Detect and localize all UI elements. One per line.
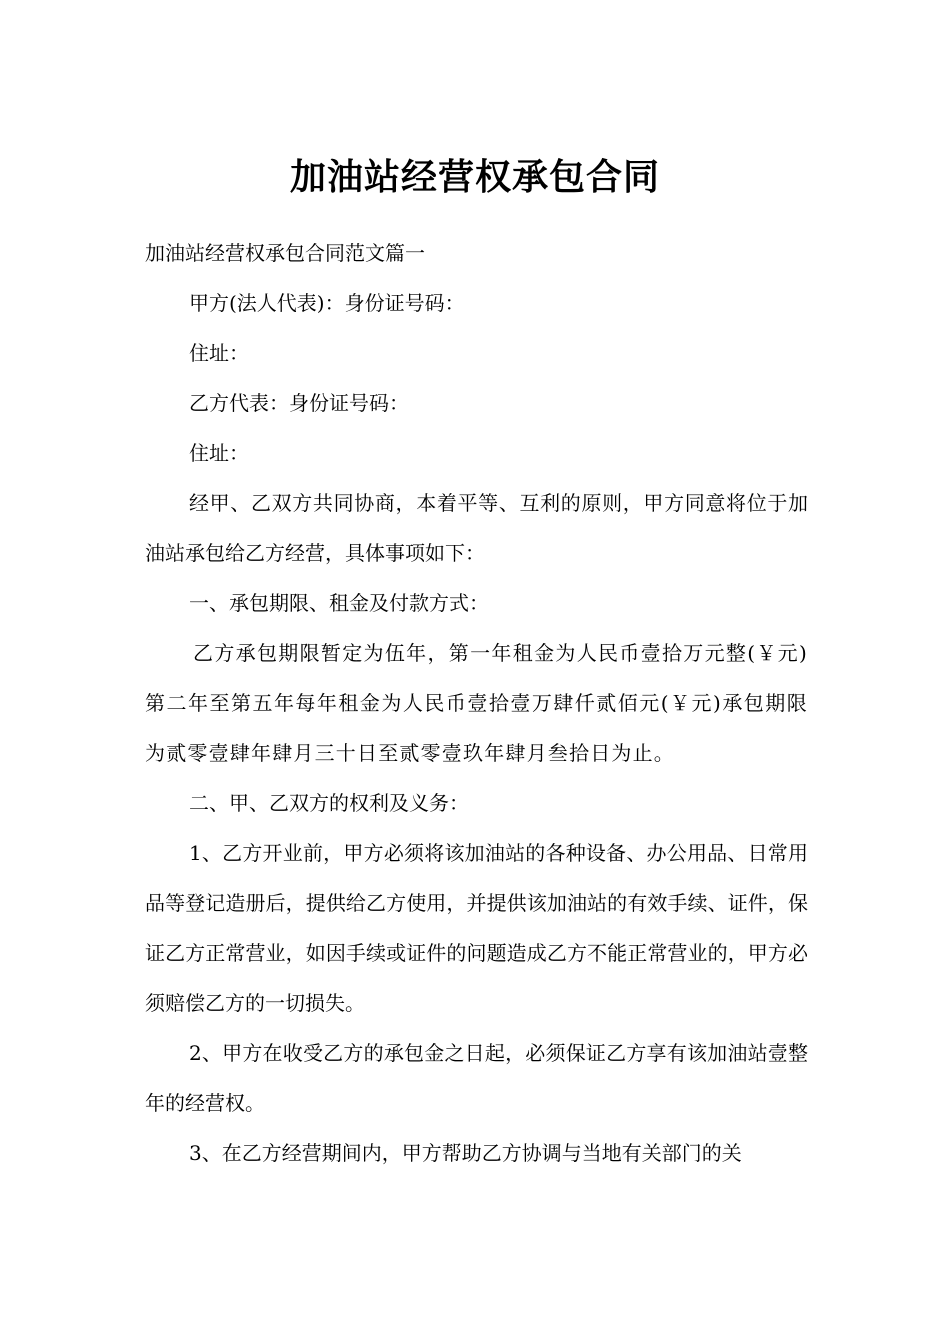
document-subtitle: 加油站经营权承包合同范文篇一 [145, 241, 425, 265]
party-a-line: 甲方(法人代表)：身份证号码： [189, 291, 465, 315]
section-two-heading: 二、甲、乙双方的权利及义务： [189, 791, 469, 815]
party-a-address-line: 住址： [189, 341, 249, 365]
section-one-heading: 一、承包期限、租金及付款方式： [189, 591, 489, 615]
clause-1-paragraph: 1、乙方开业前，甲方必须将该加油站的各种设备、办公用品、日常用品等登记造册后，提供给乙方使用，并提供该加油站的有效手续、证件，保证乙方正常营业，如因手续或证件的问题造成乙方不能正常营业的，甲方必须赔偿乙方的一切损失。 [145, 841, 808, 1015]
document-body [145, 228, 808, 1178]
party-b-line: 乙方代表：身份证号码： [189, 391, 409, 415]
clause-3-paragraph: 3、在乙方经营期间内，甲方帮助乙方协调与当地有关部门的关 [189, 1141, 742, 1165]
party-b-address-line: 住址： [189, 441, 249, 465]
document-title: 加油站经营权承包合同 [289, 157, 660, 199]
clause-2-paragraph: 2、甲方在收受乙方的承包金之日起，必须保证乙方享有该加油站壹整年的经营权。 [145, 1041, 808, 1115]
term-rent-paragraph: 乙方承包期限暂定为伍年，第一年租金为人民币壹拾万元整(￥元)第二年至第五年每年租金为人民币壹拾壹万肆仟贰佰元(￥元)承包期限为贰零壹肆年肆月三十日至贰零壹玖年肆月叁拾日为止。 [145, 641, 808, 765]
intro-paragraph: 经甲、乙双方共同协商，本着平等、互利的原则，甲方同意将位于加油站承包给乙方经营，具体事项如下： [145, 491, 808, 565]
